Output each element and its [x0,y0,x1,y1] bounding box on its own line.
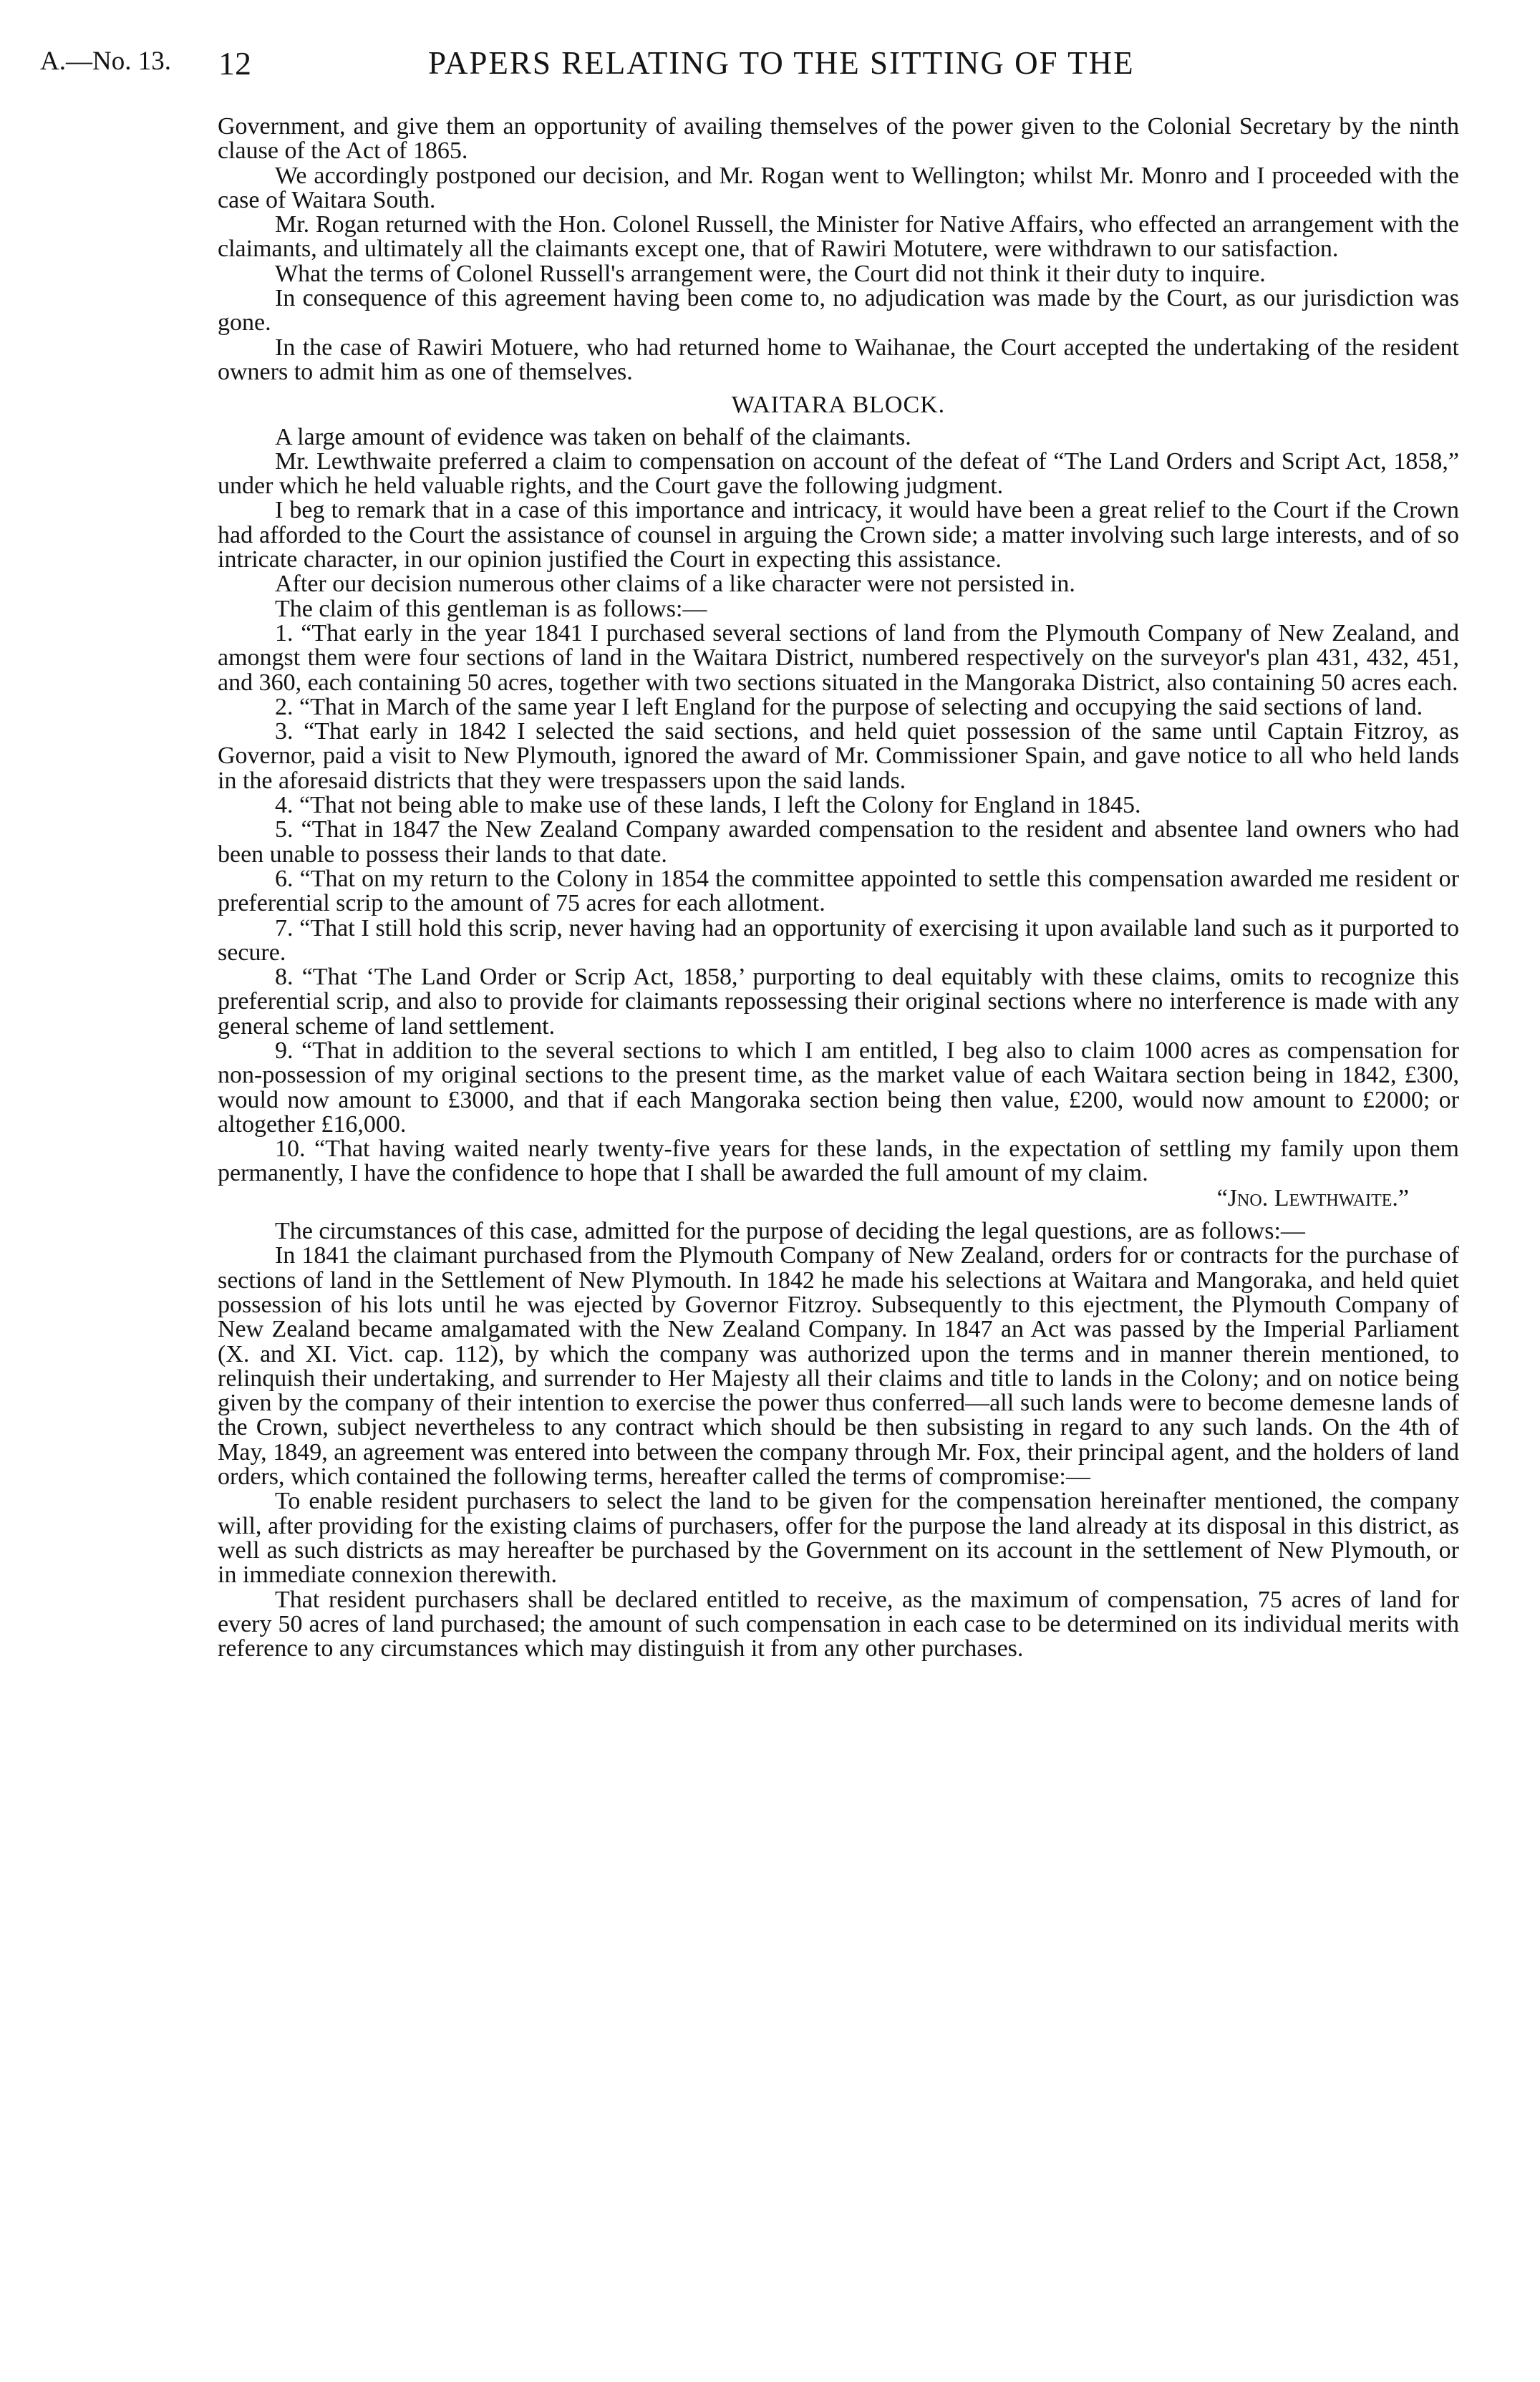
signature: “Jno. Lewthwaite.” [1216,1184,1409,1211]
claim-item: 2. “That in March of the same year I left England for the purpose of selecting and occupying the said sections of land. [275,693,1423,720]
page-number: 12 [218,45,251,82]
paragraph: After our decision numerous other claims of a like character were not persisted in. [275,571,1075,598]
paragraph: What the terms of Colonel Russell's arrangement were, the Court did not think it their duty to inquire. [275,260,1266,287]
paragraph: Government, and give them an opportunity of availing themselves of the power given to the Colonial Secretary by the ninth clause of the Act of 1865. [218,113,1459,165]
paragraph: That resident purchasers shall be declared entitled to receive, as the maximum of compensation, 75 acres of land for every 50 acres of land purchased; the amount of such compensation in each case to be determined on its individual merits with reference to any circumstances which may distinguish it from any other purchases. [218,1586,1459,1662]
paragraph: The circumstances of this case, admitted for the purpose of deciding the legal questions, are as follows:— [275,1218,1305,1245]
paragraph: I beg to remark that in a case of this importance and intricacy, it would have been a great relief to the Court if the Crown had afforded to the Court the assistance of counsel in arguing the Crown side; a matter involving such large interests, and of so intricate character, in our opinion justified the Court in expecting this assistance. [218,497,1459,573]
paragraph: In consequence of this agreement having been come to, no adjudication was made by the Court, as our jurisdiction was gone. [218,285,1459,337]
paragraph: The claim of this gentleman is as follows:— [275,595,707,622]
claim-item: 7. “That I still hold this scrip, never having had an opportunity of exercising it upon available land such as it purported to secure. [218,914,1459,966]
page-header [0,44,1540,87]
claim-item: 6. “That on my return to the Colony in 1854 the committee appointed to settle this compensation awarded me resident or preferential scrip to the amount of 75 acres for each allotment. [218,865,1459,917]
paragraph: In 1841 the claimant purchased from the Plymouth Company of New Zealand, orders for or contracts for the purchase of sections of land in the Settlement of New Plymouth. In 1842 he made his selections at Waitara and Mangoraka, and held quiet possession of his lots until he was ejected by Governor Fitzroy. Subsequently to this ejectment, the Plymouth Company of New Zealand became amalgamated with the New Zealand Company. In 1847 an Act was passed by the Imperial Parliament (X. and XI. Vict. cap. 112), by which the company was authorized upon the terms and in manner therein mentioned, to relinquish their undertaking, and surrender to Her Majesty all their claims and title to lands in the Colony; and on notice being given by the company of their intention to exercise the power thus conferred—all such lands were to become demesne lands of the Crown, subject nevertheless to any contract which should be then subsisting in regard to any such lands. On the 4th of May, 1849, an agreement was entered into between the company through Mr. Fox, their principal agent, and the holders of land orders, which contained the following terms, hereafter called the terms of compromise:— [218,1242,1459,1491]
document-reference: A.—No. 13. [40,47,171,76]
paragraph: Mr. Rogan returned with the Hon. Colonel Russell, the Minister for Native Affairs, who effected an arrangement with the claimants, and ultimately all the claimants except one, that of Rawiri Motutere, were withdrawn to our satisfaction. [218,211,1459,263]
claim-item: 10. “That having waited nearly twenty-five years for these lands, in the expectation of settling my family upon them permanently, I have the confidence to hope that I shall be awarded the full amount of my claim. [218,1136,1459,1187]
claim-item: 1. “That early in the year 1841 I purchased several sections of land from the Plymouth Company of New Zealand, and amongst them were four sections of land in the Waitara District, numbered respectively on the surveyor's plan 431, 432, 451, and 360, each containing 50 acres, together with two sections situated in the Mangoraka District, also containing 50 acres each. [218,619,1459,696]
section-heading: WAITARA BLOCK. [731,392,946,419]
claim-item: 9. “That in addition to the several sections to which I am entitled, I beg also to claim 1000 acres as compensation for non-possession of my original sections to the present time, as the market value of each Waitara section being in 1842, £300, would now amount to £3000, and that if each Mangoraka section being then value, £200, would now amount to £2000; or altogether £16,000. [218,1037,1459,1138]
body-text [218,115,1459,1661]
claim-item: 5. “That in 1847 the New Zealand Company awarded compensation to the resident and absentee land owners who had been unable to possess their lands to that date. [218,816,1459,868]
claim-item: 8. “That ‘The Land Order or Scrip Act, 1858,’ purporting to deal equitably with these claims, omits to recognize this preferential scrip, and also to provide for claimants repossessing their original sections where no interference is made with any general scheme of land settlement. [218,964,1459,1040]
claim-item: 3. “That early in 1842 I selected the said sections, and held quiet possession of the same until Captain Fitzroy, as Governor, paid a visit to New Plymouth, ignored the award of Mr. Commissioner Spain, and gave notice to all who held lands in the aforesaid districts that they were trespassers upon the said lands. [218,718,1459,794]
paragraph: In the case of Rawiri Motuere, who had returned home to Waihanae, the Court accepted the undertaking of the resident owners to admit him as one of themselves. [218,334,1459,385]
paragraph: Mr. Lewthwaite preferred a claim to compensation on account of the defeat of “The Land Orders and Script Act, 1858,” under which he held valuable rights, and the Court gave the following judgment. [218,447,1459,500]
paragraph: A large amount of evidence was taken on behalf of the claimants. [275,423,911,450]
paragraph: We accordingly postponed our decision, and Mr. Rogan went to Wellington; whilst Mr. Monro and I proceeded with the case of Waitara South. [218,162,1459,213]
claim-item: 4. “That not being able to make use of these lands, I left the Colony for England in 1845. [275,792,1141,819]
running-title: PAPERS RELATING TO THE SITTING OF THE [428,45,1135,81]
paragraph: To enable resident purchasers to select the land to be given for the compensation hereinafter mentioned, the company will, after providing for the existing claims of purchasers, offer for the purpose the land already at its disposal in this district, as well as such districts as may hereafter be purchased by the Government on its account in the settlement of New Plymouth, or in immediate connexion therewith. [218,1488,1459,1589]
